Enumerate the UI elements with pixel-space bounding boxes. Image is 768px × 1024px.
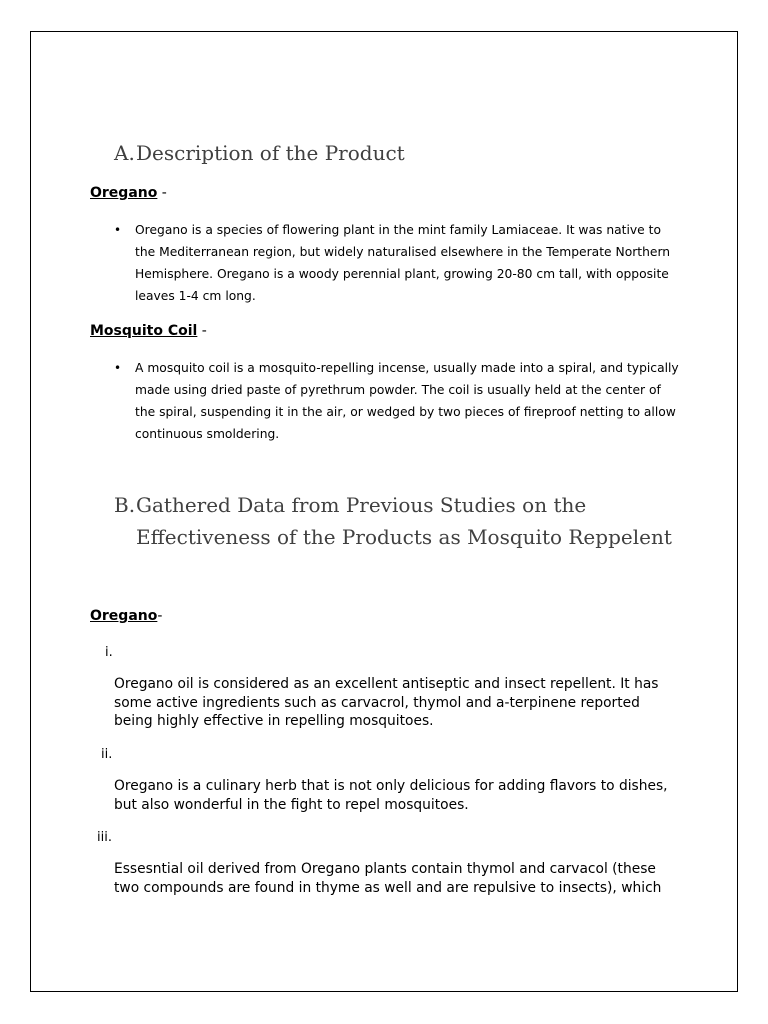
oregano-desc-text: Oregano is a species of flowering plant in the mint family Lamiaceae. It was native to the Mediterranean region, but widely naturalised elsewhere in the Temperate Northern Hemisphere. Oregano is a woody perennial plant, growing 20-80 cm tall, with opposite leaves 1-4 cm long. [135,223,671,303]
section-a-number: A. [114,141,135,165]
section-b-title-line2: Effectiveness of the Products as Mosquito Reppelent [136,525,672,549]
mosquito-coil-subheading [90,322,207,340]
mosquito-coil-label: Mosquito Coil [90,323,198,339]
oregano-desc-suffix: - [157,185,167,201]
document-page [30,31,738,992]
study-numeral-i: i. [105,645,113,660]
oregano-desc-subheading [90,184,167,202]
mosquito-coil-bullet-item [114,357,680,445]
mosquito-coil-text: A mosquito coil is a mosquito-repelling incense, usually made into a spiral, and typically made using dried paste of pyrethrum powder. The coil is usually held at the center of the spiral, suspending it in the air, or wedged by two pieces of fireproof netting to allow continuous smoldering. [135,361,679,441]
bullet-icon: • [114,223,122,237]
section-a-heading [114,137,405,169]
study-numeral-ii: ii. [101,747,113,762]
oregano-desc-bullet-item [114,219,680,307]
oregano-studies-label: Oregano [90,608,158,624]
study-text-ii: Oregano is a culinary herb that is not only delicious for adding flavors to dishes, but also wonderful in the fight to repel mosquitoes. [114,778,668,813]
bullet-icon: • [114,361,122,375]
section-b-title-line1: Gathered Data from Previous Studies on the [136,493,587,517]
oregano-studies-subheading [90,607,162,625]
section-b-heading [114,489,672,553]
study-numeral-iii: iii. [97,830,112,845]
oregano-studies-suffix: - [157,608,163,624]
study-text-i: Oregano oil is considered as an excellent antiseptic and insect repellent. It has some active ingredients such as carvacrol, thymol and a-terpinene reported being highly effective in repelling mosquitoes. [114,676,659,729]
oregano-desc-label: Oregano [90,185,158,201]
mosquito-coil-suffix: - [197,323,207,339]
section-a-title: Description of the Product [136,141,405,165]
section-b-number: B. [114,493,136,517]
study-text-iii: Essesntial oil derived from Oregano plants contain thymol and carvacol (these two compounds are found in thyme as well and are repulsive to insects), which [114,861,662,896]
